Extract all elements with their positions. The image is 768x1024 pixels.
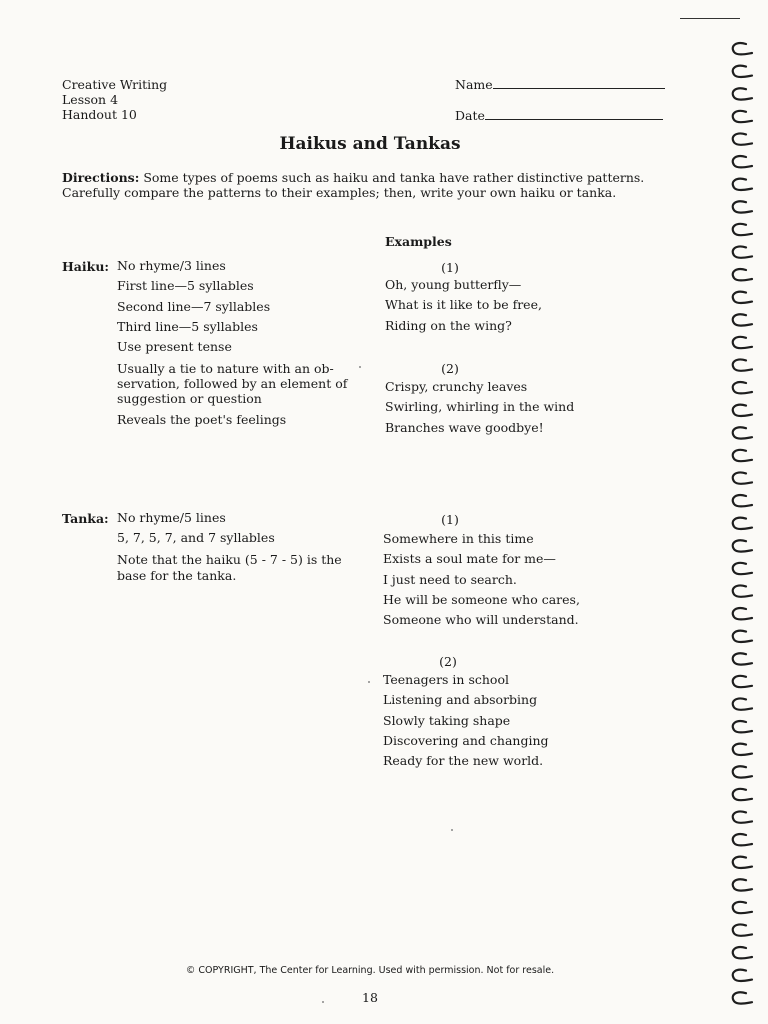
spiral-coil: [733, 473, 752, 484]
name-label: Name: [455, 77, 493, 92]
poem-line: Branches wave goodbye!: [385, 419, 544, 435]
tanka-rules: [117, 508, 275, 549]
haiku-rule: Second line—7 syllables: [117, 298, 271, 314]
spiral-coil: [733, 879, 752, 890]
spiral-coil: [733, 834, 752, 845]
scan-speck: [451, 829, 453, 831]
spiral-coil: [733, 563, 752, 574]
spiral-coil: [733, 812, 752, 823]
spiral-coil: [733, 540, 752, 551]
poem-line: Teenagers in school: [383, 672, 509, 687]
haiku-note-line: Usually a tie to nature with an ob-: [117, 361, 334, 376]
spiral-coil: [733, 631, 752, 642]
poem-line: Somewhere in this time: [383, 531, 534, 546]
tanka-example-1: [383, 529, 580, 630]
spiral-coil: [733, 518, 752, 529]
poem-line: Crispy, crunchy leaves: [385, 379, 528, 394]
date-blank[interactable]: [485, 108, 663, 120]
poem-line: Slowly taking shape: [383, 712, 511, 728]
spiral-coil: [733, 653, 752, 664]
spiral-coil: [733, 676, 752, 687]
spiral-coil: [733, 314, 752, 325]
tanka-rule: 5, 7, 5, 7, and 7 syllables: [117, 530, 275, 546]
haiku-feelings: Reveals the poet's feelings: [117, 412, 287, 427]
spiral-coil: [733, 88, 752, 99]
spiral-coil: [733, 360, 752, 371]
course-name: Creative Writing: [62, 77, 168, 92]
poem-line: Listening and absorbing: [383, 692, 538, 708]
poem-line: Swirling, whirling in the wind: [385, 399, 575, 415]
spiral-coil: [733, 586, 752, 597]
spiral-coil: [733, 450, 752, 461]
poem-line: I just need to search.: [383, 571, 517, 587]
spiral-coil: [733, 947, 752, 958]
spiral-coil: [733, 902, 752, 913]
scan-speck: [368, 681, 370, 683]
spiral-coil: [733, 427, 752, 438]
spiral-coil: [733, 66, 752, 77]
haiku-label: Haiku:: [62, 259, 110, 274]
tanka-note: [117, 552, 342, 583]
tanka-label: Tanka:: [62, 511, 109, 526]
poem-line: Riding on the wing?: [385, 317, 512, 333]
haiku-example-2-number: (2): [441, 361, 459, 376]
spiral-coil: [733, 224, 752, 235]
date-label: Date: [455, 108, 485, 123]
haiku-example-1: [385, 275, 542, 336]
lesson-number: Lesson 4: [62, 92, 119, 107]
tanka-note-line: Note that the haiku (5 - 7 - 5) is the: [117, 552, 342, 567]
spiral-coil: [733, 337, 752, 348]
directions-text: Some types of poems such as haiku and tanka have rather distinctive patterns. Carefully compare the patterns to their examples; then, write your own haiku or tanka.: [62, 170, 645, 200]
directions-label: Directions:: [62, 170, 140, 185]
name-field[interactable]: [455, 77, 665, 92]
spiral-coil: [733, 495, 752, 506]
spiral-coil: [733, 766, 752, 777]
tanka-example-1-number: (1): [441, 512, 459, 527]
spiral-coil: [733, 179, 752, 190]
spiral-binding: [724, 30, 760, 1020]
haiku-note-line: suggestion or question: [117, 391, 262, 406]
scan-speck: [322, 1001, 324, 1003]
spiral-coil: [733, 134, 752, 145]
spiral-coil: [733, 382, 752, 393]
haiku-example-1-number: (1): [441, 260, 459, 275]
page-number: 18: [362, 990, 378, 1005]
spiral-coil: [733, 608, 752, 619]
date-field[interactable]: [455, 108, 663, 123]
spiral-coil: [733, 156, 752, 167]
spiral-coil: [733, 925, 752, 936]
poem-line: Ready for the new world.: [383, 753, 544, 769]
poem-line: Someone who will understand.: [383, 612, 579, 628]
poem-line: Oh, young butterfly—: [385, 277, 522, 292]
spiral-coil: [733, 269, 752, 280]
spiral-coil: [733, 789, 752, 800]
spiral-coil: [733, 992, 752, 1003]
spiral-coil: [733, 247, 752, 258]
spiral-coil: [733, 699, 752, 710]
tanka-rule: No rhyme/5 lines: [117, 510, 226, 525]
haiku-example-2: [385, 377, 574, 438]
name-blank[interactable]: [493, 77, 665, 89]
poem-line: Exists a soul mate for me—: [383, 551, 556, 567]
page-title: Haikus and Tankas: [279, 134, 461, 154]
poem-line: What is it like to be free,: [385, 297, 542, 313]
haiku-rules: [117, 256, 270, 357]
binding-edge-line: [680, 18, 740, 19]
haiku-rule: Third line—5 syllables: [117, 318, 258, 334]
spiral-coil: [733, 970, 752, 981]
spiral-coil: [733, 405, 752, 416]
poem-line: Discovering and changing: [383, 732, 549, 748]
haiku-rule: First line—5 syllables: [117, 278, 254, 294]
tanka-example-2-number: (2): [439, 654, 457, 669]
haiku-note: [117, 361, 347, 406]
haiku-rule: No rhyme/3 lines: [117, 258, 226, 273]
spiral-coil: [733, 857, 752, 868]
spiral-coil: [733, 744, 752, 755]
poem-line: He will be someone who cares,: [383, 591, 580, 607]
spiral-coil: [733, 721, 752, 732]
examples-heading: Examples: [385, 234, 452, 249]
handout-number: Handout 10: [62, 107, 137, 122]
spiral-coil: [733, 292, 752, 303]
tanka-note-line: base for the tanka.: [117, 567, 237, 583]
scan-speck: [359, 366, 361, 368]
spiral-coil: [733, 201, 752, 212]
tanka-example-2: [383, 670, 549, 771]
haiku-note-line: servation, followed by an element of: [117, 376, 348, 391]
spiral-coil: [733, 43, 752, 54]
copyright-notice: © COPYRIGHT, The Center for Learning. Used with permission. Not for resale.: [185, 965, 555, 976]
spiral-coil: [733, 111, 752, 122]
directions: [62, 170, 682, 200]
haiku-rule: Use present tense: [117, 339, 232, 355]
